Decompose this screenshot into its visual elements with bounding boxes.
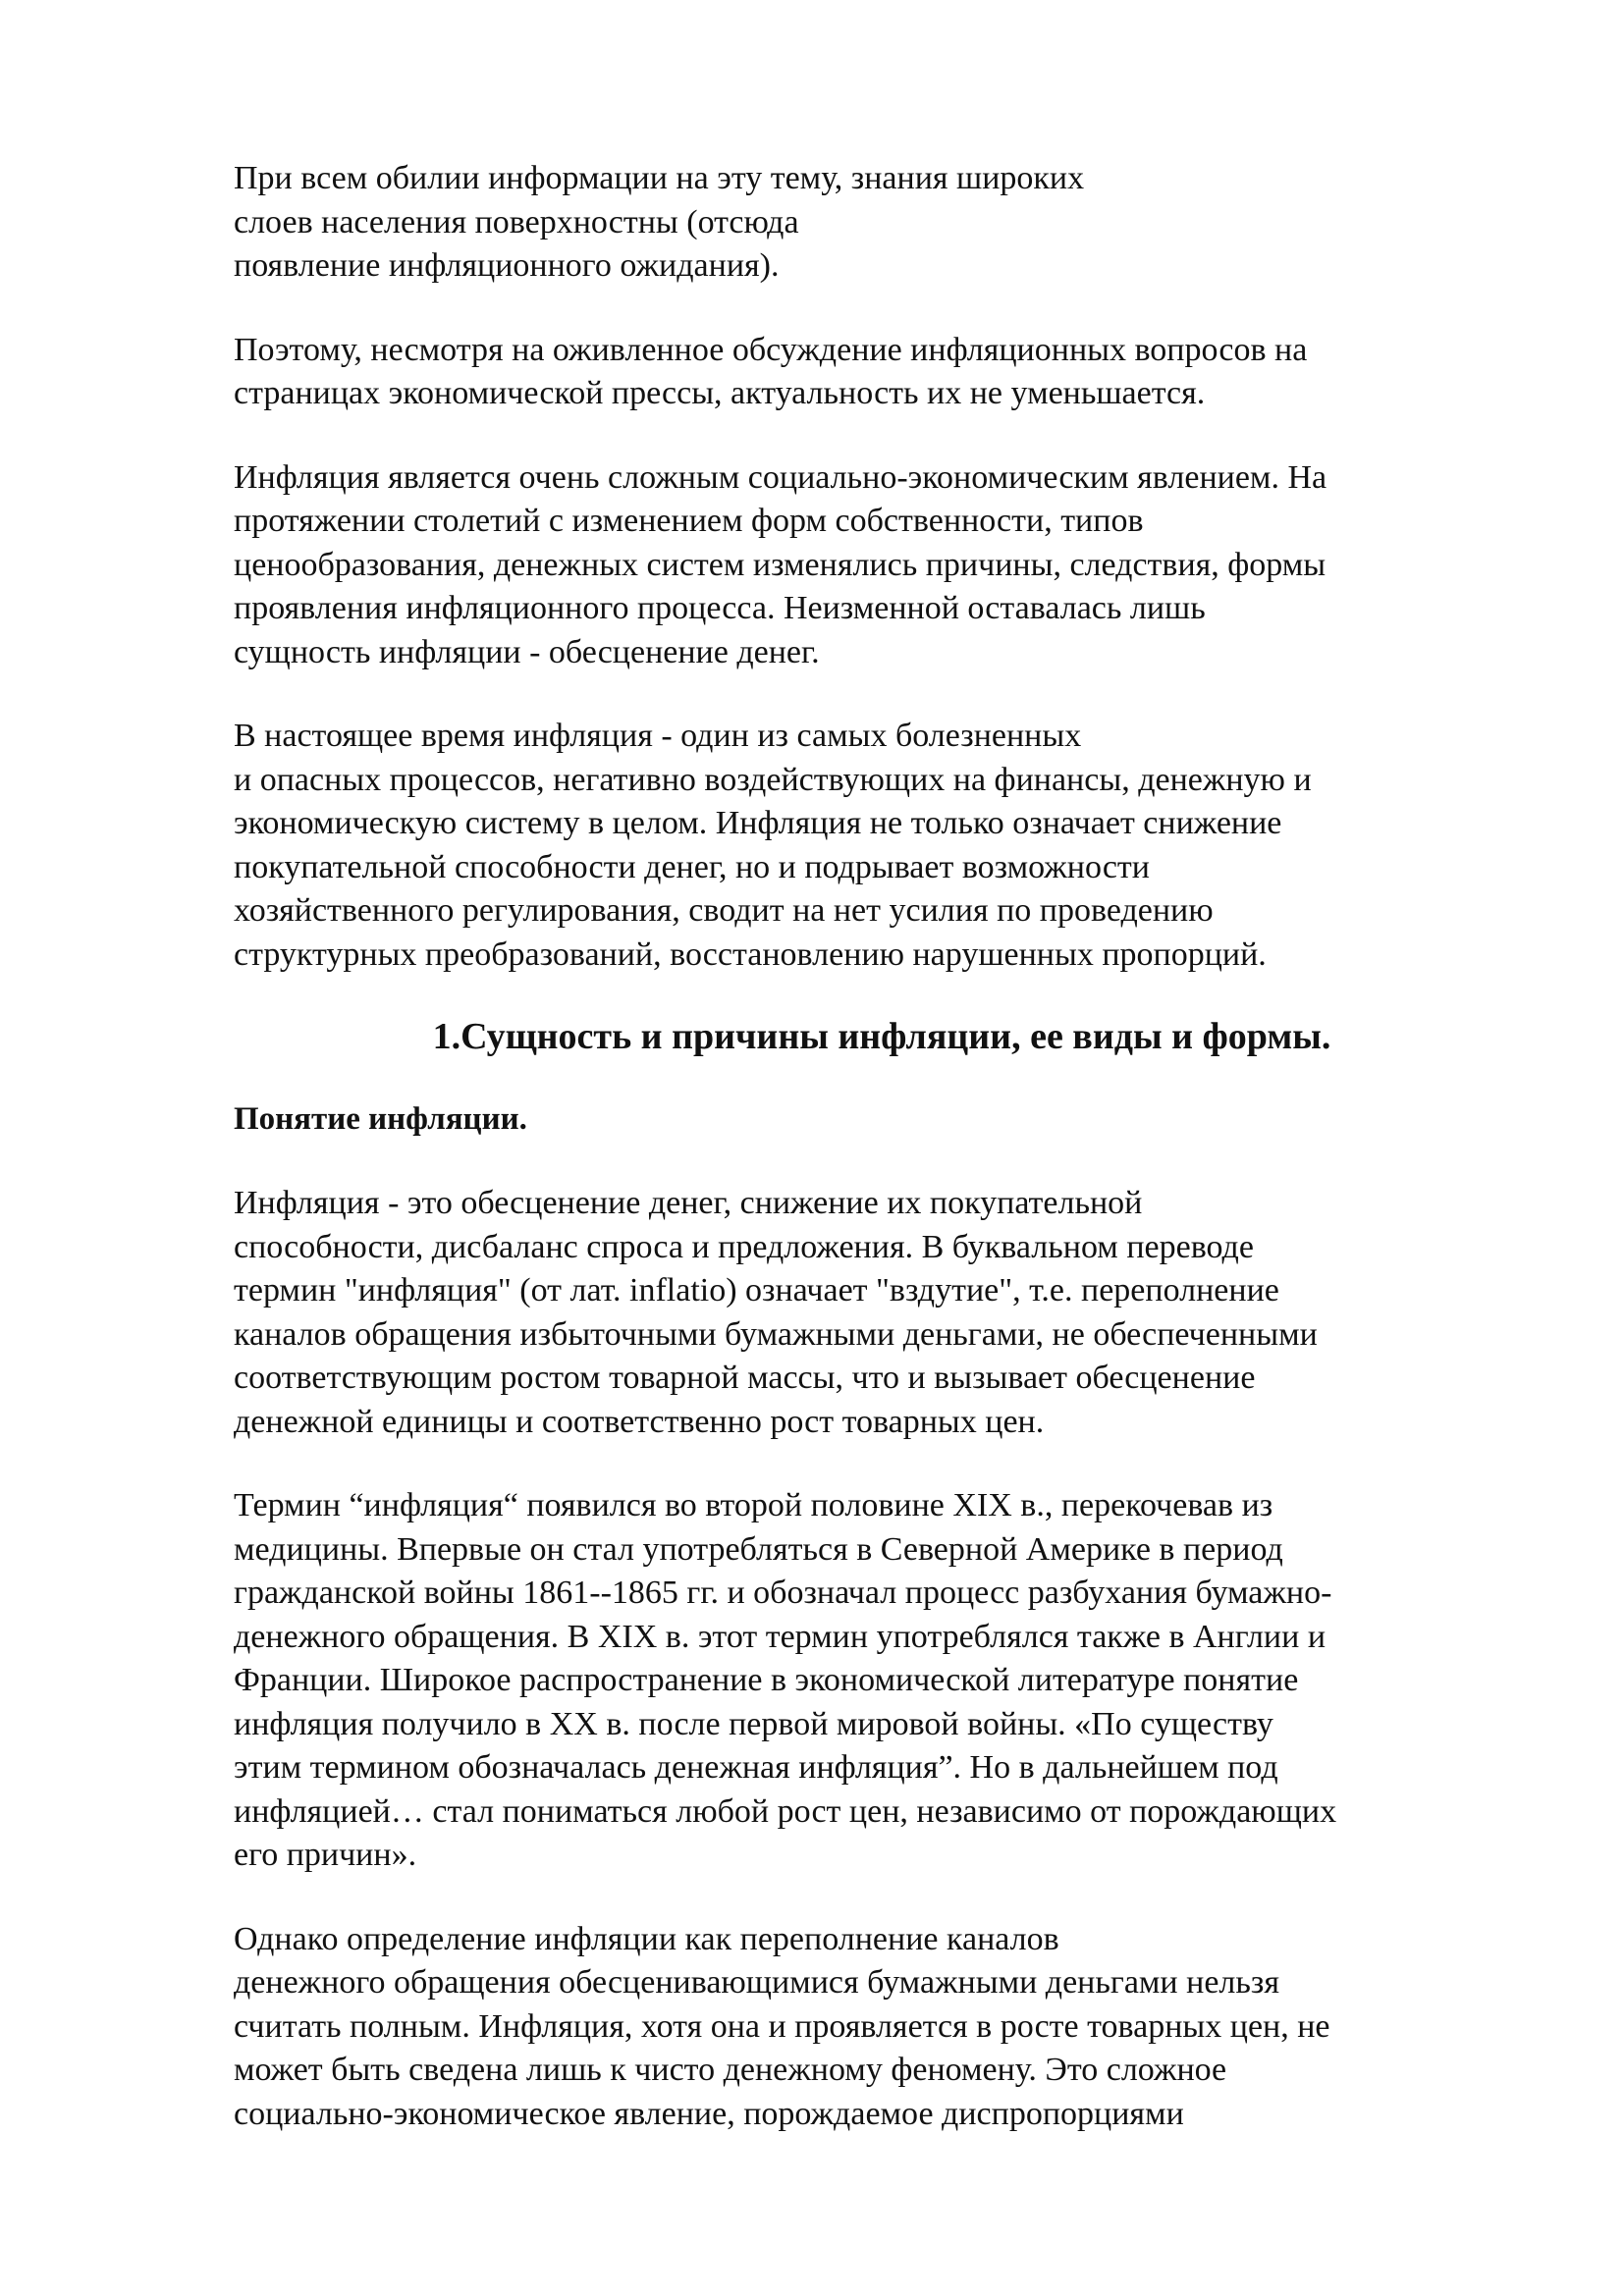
text-line: Инфляция - это обесценение денег, снижение их покупательной (234, 1185, 1143, 1221)
text-line: и опасных процессов, негативно воздействующих на финансы, денежную и (234, 761, 1312, 798)
text-line: может быть сведена лишь к чисто денежному феномену. Это сложное (234, 2052, 1227, 2088)
text-line: проявления инфляционного процесса. Неизменной оставалась лишь (234, 590, 1206, 626)
document-page (234, 157, 1530, 2176)
body-paragraph-2 (234, 1484, 1530, 1878)
text-line: гражданской войны 1861--1865 гг. и обозначал процесс разбухания бумажно- (234, 1575, 1332, 1611)
body-paragraph-3 (234, 1918, 1530, 2137)
text-line: денежной единицы и соответственно рост товарных цен. (234, 1403, 1045, 1440)
text-line: Термин “инфляция“ появился во второй половине XIX в., перекочевав из (234, 1487, 1273, 1523)
text-line: протяжении столетий с изменением форм собственности, типов (234, 503, 1144, 539)
subheading: Понятие инфляции. (234, 1101, 527, 1137)
text-line: сущность инфляции - обесценение денег. (234, 633, 820, 670)
text-line: Поэтому, несмотря на оживленное обсуждение инфляционных вопросов на (234, 331, 1308, 368)
text-line: покупательной способности денег, но и подрывает возможности (234, 848, 1150, 885)
text-line: появление инфляционного ожидания). (234, 247, 780, 284)
text-line: экономическую систему в целом. Инфляция не только означает снижение (234, 805, 1282, 841)
text-line: способности, дисбаланс спроса и предложения. В буквальном переводе (234, 1228, 1254, 1265)
text-line: Однако определение инфляции как переполнение каналов (234, 1920, 1059, 1957)
text-line: его причин». (234, 1837, 417, 1873)
text-line: термин "инфляция" (от лат. inflatio) означает "вздутие", т.е. переполнение (234, 1272, 1279, 1308)
text-line: В настоящее время инфляция - один из самых болезненных (234, 718, 1082, 754)
intro-paragraph-1 (234, 157, 1530, 289)
text-line: денежного обращения обесценивающимися бумажными деньгами нельзя (234, 1964, 1279, 2001)
text-line: ценообразования, денежных систем изменялись причины, следствия, формы (234, 546, 1326, 583)
text-line: структурных преобразований, восстановлению нарушенных пропорций. (234, 935, 1267, 973)
text-line: слоев населения поверхностны (отсюда (234, 203, 799, 240)
section-title: 1.Сущность и причины инфляции, ее виды и формы. (432, 1016, 1331, 1057)
text-line: страницах экономической прессы, актуальность их не уменьшается. (234, 375, 1206, 411)
body-paragraph-1 (234, 1182, 1530, 1444)
text-line: хозяйственного регулирования, сводит на нет усилия по проведению (234, 892, 1214, 929)
text-line: При всем обилии информации на эту тему, знания широких (234, 160, 1085, 196)
text-line: считать полным. Инфляция, хотя она и проявляется в росте товарных цен, не (234, 2007, 1330, 2045)
text-line: денежного обращения. В XIX в. этот термин употреблялся также в Англии и (234, 1618, 1326, 1655)
text-line: инфляция получило в XX в. после первой мировой войны. «По существу (234, 1705, 1273, 1742)
text-line: Франции. Широкое распространение в экономической литературе понятие (234, 1662, 1299, 1698)
text-line: соответствующим ростом товарной массы, что и вызывает обесценение (234, 1360, 1256, 1396)
text-line: социально-экономическое явление, порождаемое диспропорциями (234, 2095, 1184, 2132)
intro-paragraph-4 (234, 715, 1530, 977)
text-line: этим термином обозначалась денежная инфляция”. Но в дальнейшем под (234, 1749, 1278, 1786)
text-line: каналов обращения избыточными бумажными деньгами, не обеспеченными (234, 1315, 1318, 1353)
text-line: Инфляция является очень сложным социально-экономическим явлением. На (234, 458, 1327, 496)
text-line: медицины. Впервые он стал употребляться в Северной Америке в период (234, 1530, 1283, 1568)
intro-paragraph-2 (234, 329, 1530, 416)
text-line: инфляцией… стал пониматься любой рост цен, независимо от порождающих (234, 1792, 1337, 1830)
intro-paragraph-3 (234, 456, 1530, 675)
